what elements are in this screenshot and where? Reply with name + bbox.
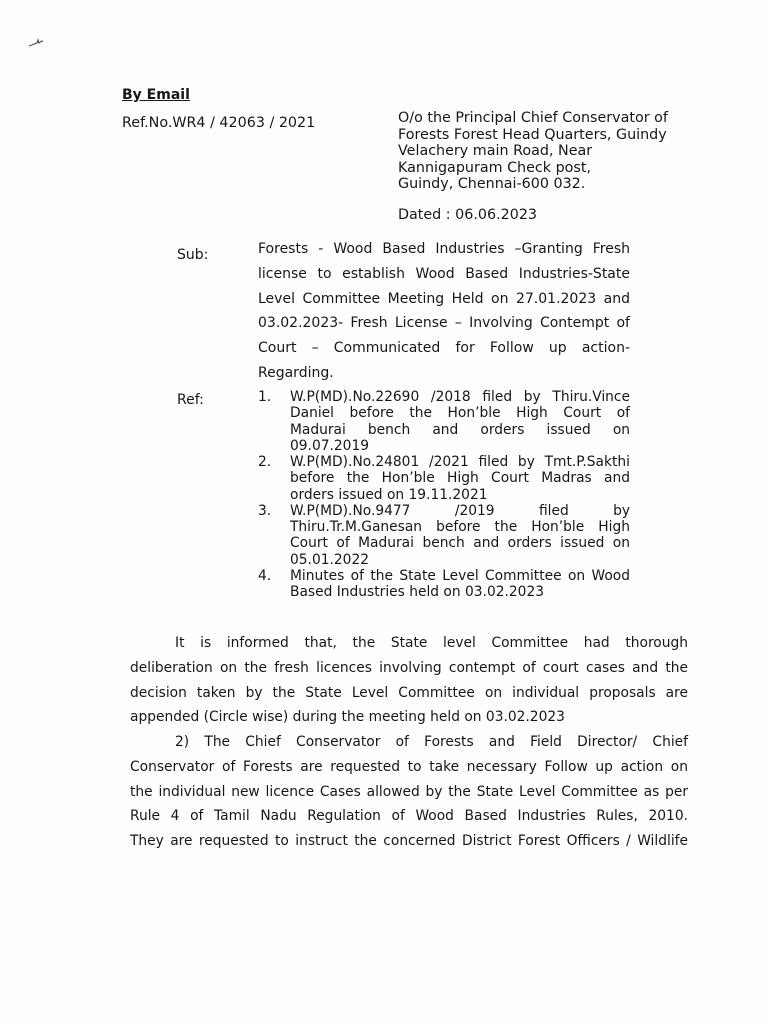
body-line: It is informed that, the State level Committee had thorough: [175, 635, 688, 651]
reference-number: Ref.No.WR4 / 42063 / 2021: [122, 115, 316, 131]
reference-line: before the Hon’ble High Court Madras and: [290, 470, 630, 487]
reference-item: [258, 389, 630, 454]
body-line: decision taken by the State Level Committee on individual proposals are: [130, 684, 688, 701]
references-list: [258, 389, 630, 600]
reference-item-number: 3.: [258, 502, 272, 519]
reference-item-number: 1.: [258, 389, 272, 405]
reference-line: W.P(MD).No.22690 /2018 filed by Thiru.Vince: [290, 389, 630, 405]
reference-line: Madurai bench and orders issued on: [290, 421, 630, 438]
reference-line: W.P(MD).No.24801 /2021 filed by Tmt.P.Sakthi: [290, 454, 630, 470]
reference-line: Minutes of the State Level Committee on Wood: [290, 567, 630, 584]
body-line: Rule 4 of Tamil Nadu Regulation of Wood Based Industries Rules, 2010.: [130, 808, 688, 825]
subject-line: Regarding.: [258, 364, 334, 381]
reference-item-text: [290, 568, 630, 601]
scan-mark: [28, 37, 44, 49]
body-paragraph: [130, 631, 688, 730]
body-line: deliberation on the fresh licences involving contempt of court cases and the: [130, 659, 688, 676]
address-line: Guindy, Chennai-600 032.: [398, 176, 586, 192]
body-line: 2) The Chief Conservator of Forests and Field Director/ Chief: [175, 734, 688, 750]
reference-line: 09.07.2019: [290, 437, 369, 454]
reference-line: W.P(MD).No.9477 /2019 filed by: [290, 502, 630, 519]
reference-item-text: [290, 389, 630, 454]
address-line: Velachery main Road, Near: [398, 143, 593, 159]
subject-line: 03.02.2023- Fresh License – Involving Contempt of: [258, 315, 630, 332]
reference-item: [258, 454, 630, 503]
body-paragraph: [130, 730, 688, 854]
reference-line: orders issued on 19.11.2021: [290, 486, 488, 503]
date-line: Dated : 06.06.2023: [398, 207, 538, 223]
body-line: Conservator of Forests are requested to take necessary Follow up action on: [130, 758, 688, 775]
reference-item: [258, 568, 630, 601]
reference-line: Thiru.Tr.M.Ganesan before the Hon’ble High: [290, 519, 630, 535]
reference-item-text: [290, 503, 630, 568]
subject-line: license to establish Wood Based Industries-State: [258, 265, 630, 282]
subject-line: Forests - Wood Based Industries –Granting Fresh: [258, 241, 630, 257]
reference-line: Based Industries held on 03.02.2023: [290, 584, 544, 600]
body-line: the individual new licence Cases allowed by the State Level Committee as per: [130, 783, 688, 800]
reference-line: 05.01.2022: [290, 551, 369, 568]
subject-line: Court – Communicated for Follow up action-: [258, 340, 630, 357]
subject-label: Sub:: [177, 247, 209, 263]
office-address: [398, 110, 668, 193]
subject-text: [258, 237, 630, 386]
reference-line: Court of Madurai bench and orders issued on: [290, 535, 630, 552]
reference-item-number: 2.: [258, 454, 272, 470]
subject-line: Level Committee Meeting Held on 27.01.2023 and: [258, 290, 630, 307]
body-line: They are requested to instruct the concerned District Forest Officers / Wildlife: [130, 833, 688, 849]
address-line: O/o the Principal Chief Conservator of: [398, 110, 668, 126]
reference-item-number: 4.: [258, 567, 272, 584]
reference-line: Daniel before the Hon’ble High Court of: [290, 405, 630, 422]
body-line: appended (Circle wise) during the meeting held on 03.02.2023: [130, 709, 565, 726]
address-line: Forests Forest Head Quarters, Guindy: [398, 126, 667, 143]
reference-item: [258, 503, 630, 568]
address-line: Kannigapuram Check post,: [398, 159, 592, 176]
reference-item-text: [290, 454, 630, 503]
delivery-mode: By Email: [122, 87, 190, 103]
references-label: Ref:: [177, 392, 204, 408]
letter-body: [130, 631, 688, 854]
